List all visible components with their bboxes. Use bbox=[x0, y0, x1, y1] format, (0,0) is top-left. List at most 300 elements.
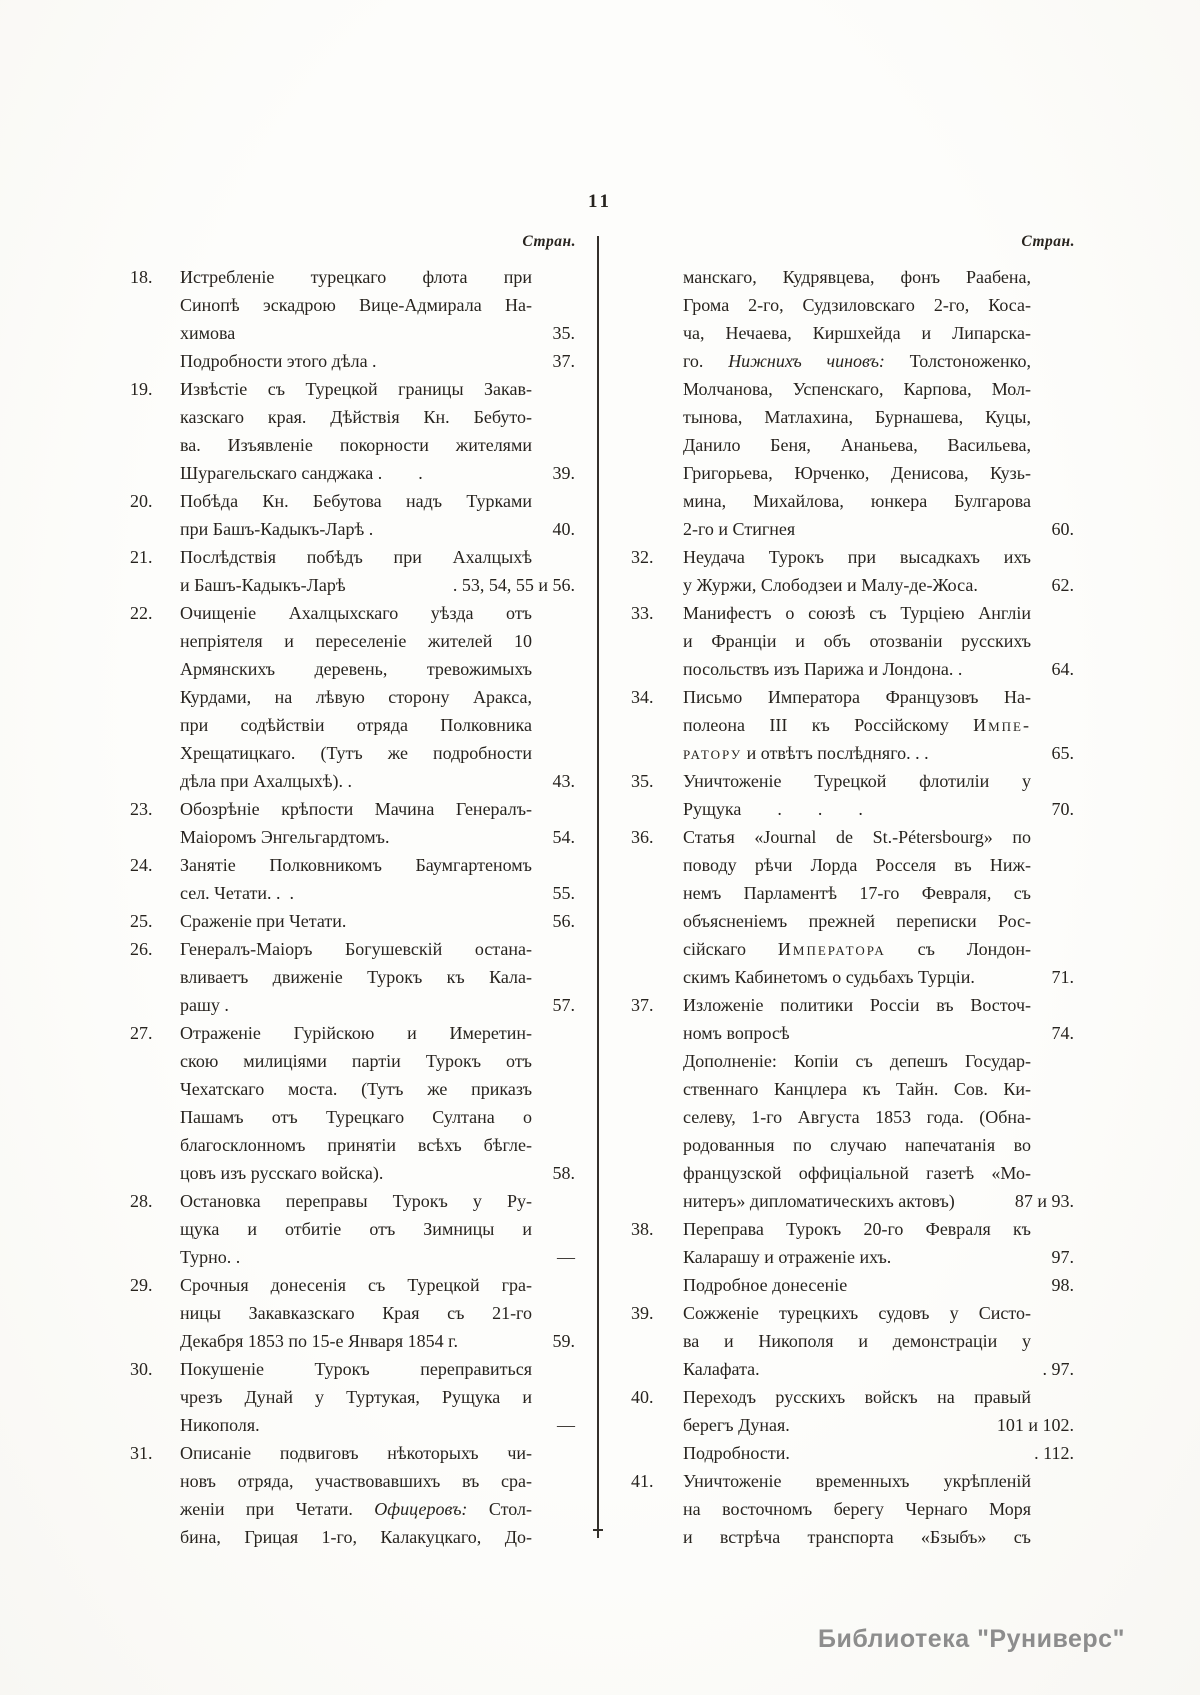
toc-line bbox=[631, 1047, 1075, 1075]
entry-text: и встрѣча транспорта «Бзыбъ» съ bbox=[683, 1527, 1031, 1547]
entry-page: 43. bbox=[552, 771, 575, 791]
entry-page bbox=[532, 683, 576, 711]
entry-number bbox=[130, 991, 180, 1019]
toc-line bbox=[130, 1383, 576, 1411]
entry-text: номъ вопросѣ bbox=[683, 1023, 790, 1043]
toc-line bbox=[631, 935, 1075, 963]
entry-number bbox=[130, 1299, 180, 1327]
toc-line bbox=[130, 347, 576, 375]
toc-line bbox=[631, 1355, 1075, 1383]
toc-line bbox=[631, 291, 1075, 319]
entry-text: Турно. . bbox=[180, 1247, 241, 1267]
toc-line bbox=[130, 851, 576, 879]
toc-line bbox=[130, 319, 576, 347]
toc-line bbox=[631, 879, 1075, 907]
entry-text: Каларашу и отраженіе ихъ. bbox=[683, 1247, 892, 1267]
entry-number bbox=[631, 487, 683, 515]
library-watermark: Библиотека "Руниверс" bbox=[818, 1625, 1125, 1653]
entry-text: мина, Михайлова, юнкера Булгарова bbox=[683, 491, 1031, 511]
entry-number: 37. bbox=[631, 995, 654, 1015]
entry-number bbox=[130, 655, 180, 683]
entry-number bbox=[631, 1047, 683, 1075]
entry-text: Занятіе Полковникомъ Баумгартеномъ bbox=[180, 855, 532, 875]
entry-text: при содѣйствіи отряда Полковника bbox=[180, 715, 532, 735]
entry-number bbox=[130, 291, 180, 319]
toc-line bbox=[130, 1047, 576, 1075]
entry-text: вливаетъ движеніе Турокъ къ Кала- bbox=[180, 967, 532, 987]
entry-number bbox=[130, 571, 180, 599]
entry-text: Истребленіе турецкаго флота при bbox=[180, 267, 532, 287]
toc-line bbox=[631, 459, 1075, 487]
toc-line bbox=[631, 1327, 1075, 1355]
entry-number: 35. bbox=[631, 771, 654, 791]
entry-text: Хрещатицкаго. (Тутъ же подробности bbox=[180, 743, 532, 763]
entry-number bbox=[631, 851, 683, 879]
toc-line bbox=[631, 1467, 1075, 1495]
entry-number: 30. bbox=[130, 1359, 153, 1379]
entry-text: Покушеніе Турокъ переправиться bbox=[180, 1359, 532, 1379]
entry-text: Григорьева, Юрченко, Денисова, Кузь- bbox=[683, 463, 1031, 483]
entry-page bbox=[1031, 1467, 1075, 1495]
toc-line bbox=[130, 571, 576, 599]
entry-text-segment: сійскаго bbox=[683, 939, 778, 959]
entry-number bbox=[130, 1243, 180, 1271]
entry-text: Побѣда Кн. Бебутова надъ Турками bbox=[180, 491, 532, 511]
entry-page bbox=[1031, 907, 1075, 935]
entry-page: 65. bbox=[1051, 743, 1074, 763]
entry-text: Подробности этого дѣла . bbox=[180, 351, 377, 371]
entry-number bbox=[631, 347, 683, 375]
entry-text: скою милиціями партіи Турокъ отъ bbox=[180, 1051, 532, 1071]
entry-text: ственнаго Канцлера къ Тайн. Сов. Ки- bbox=[683, 1079, 1031, 1099]
entry-page bbox=[532, 1019, 576, 1047]
entry-number: 31. bbox=[130, 1443, 153, 1463]
entry-text: Отраженіе Гурійскою и Имеретин- bbox=[180, 1023, 532, 1043]
toc-line bbox=[631, 571, 1075, 599]
entry-page bbox=[1031, 1327, 1075, 1355]
entry-text: Сраженіе при Четати. bbox=[180, 911, 347, 931]
entry-page bbox=[532, 1523, 576, 1551]
entry-number bbox=[631, 1495, 683, 1523]
toc-line bbox=[631, 739, 1075, 767]
entry-page: 35. bbox=[552, 323, 575, 343]
entry-text: ва. Изъявленіе покорности жителями bbox=[180, 435, 532, 455]
entry-text: Очищеніе Ахалцыхскаго уѣзда отъ bbox=[180, 603, 532, 623]
entry-text: Переходъ русскихъ войскъ на правый bbox=[683, 1387, 1031, 1407]
entry-number: 18. bbox=[130, 267, 153, 287]
entry-page bbox=[532, 487, 576, 515]
toc-line bbox=[631, 711, 1075, 739]
entry-number bbox=[631, 1075, 683, 1103]
entry-page bbox=[532, 1131, 576, 1159]
entry-page bbox=[1031, 1495, 1075, 1523]
toc-entries-left bbox=[130, 263, 576, 1551]
entry-text: Маіоромъ Энгельгардтомъ. bbox=[180, 827, 390, 847]
toc-line bbox=[130, 1075, 576, 1103]
entry-page bbox=[532, 1355, 576, 1383]
entry-number bbox=[631, 1187, 683, 1215]
toc-line bbox=[130, 683, 576, 711]
toc-line bbox=[631, 1131, 1075, 1159]
entry-text: и Франціи и объ отозваніи русскихъ bbox=[683, 631, 1031, 651]
entry-page bbox=[532, 1215, 576, 1243]
entry-text bbox=[683, 347, 1031, 375]
toc-line bbox=[130, 403, 576, 431]
entry-page bbox=[1031, 543, 1075, 571]
entry-text: Дополненіе: Копіи съ депешъ Государ- bbox=[683, 1051, 1031, 1071]
entry-number bbox=[130, 1215, 180, 1243]
entry-page bbox=[1031, 1215, 1075, 1243]
entry-text: Синопѣ эскадрою Вице-Адмирала На- bbox=[180, 295, 532, 315]
entry-page bbox=[1031, 1159, 1075, 1187]
toc-line bbox=[631, 795, 1075, 823]
toc-line bbox=[130, 1467, 576, 1495]
entry-number: 40. bbox=[631, 1387, 654, 1407]
entry-page bbox=[1031, 1047, 1075, 1075]
entry-page bbox=[532, 1467, 576, 1495]
entry-text: чрезъ Дунай у Туртукая, Рущука и bbox=[180, 1387, 532, 1407]
entry-text: Послѣдствія побѣдъ при Ахалцыхѣ bbox=[180, 547, 532, 567]
entry-number bbox=[130, 767, 180, 795]
entry-page bbox=[532, 795, 576, 823]
entry-page: 101 и 102. bbox=[996, 1415, 1074, 1435]
entry-page: 87 и 93. bbox=[1014, 1191, 1074, 1211]
entry-text: Статья «Journal de St.-Pétersbourg» по bbox=[683, 827, 1031, 847]
toc-line bbox=[130, 431, 576, 459]
entry-text: благосклонномъ принятіи всѣхъ бѣгле- bbox=[180, 1135, 532, 1155]
entry-number bbox=[631, 515, 683, 543]
toc-line bbox=[130, 1495, 576, 1523]
entry-page: — bbox=[557, 1247, 575, 1267]
entry-text: селеву, 1-го Августа 1853 года. (Обна- bbox=[683, 1107, 1031, 1127]
entry-page: 57. bbox=[552, 995, 575, 1015]
toc-line bbox=[130, 935, 576, 963]
entry-text-smallcaps: Императора bbox=[777, 939, 886, 959]
entry-number bbox=[631, 1411, 683, 1439]
entry-page bbox=[532, 739, 576, 767]
entry-text: Сожженіе турецкихъ судовъ у Систо- bbox=[683, 1303, 1031, 1323]
entry-page: 64. bbox=[1051, 659, 1074, 679]
entry-text: дѣла при Ахалцыхѣ). . bbox=[180, 771, 353, 791]
entry-text: бина, Грицая 1-го, Калакуцкаго, До- bbox=[180, 1527, 532, 1547]
toc-line bbox=[130, 795, 576, 823]
entry-page: 58. bbox=[552, 1163, 575, 1183]
toc-line bbox=[130, 963, 576, 991]
entry-page bbox=[1031, 823, 1075, 851]
entry-text: Декабря 1853 по 15-е Января 1854 г. bbox=[180, 1331, 459, 1351]
toc-line bbox=[631, 347, 1075, 375]
entry-text: Никополя. bbox=[180, 1415, 260, 1435]
entry-number bbox=[631, 739, 683, 767]
entry-number: 34. bbox=[631, 687, 654, 707]
entry-text-smallcaps: Импе- bbox=[973, 715, 1031, 735]
entry-page bbox=[1031, 291, 1075, 319]
entry-number bbox=[130, 963, 180, 991]
page-number: 11 bbox=[588, 191, 612, 212]
entry-text: Срочныя донесенія съ Турецкой гра- bbox=[180, 1275, 532, 1295]
toc-right-column bbox=[631, 229, 1075, 1551]
entry-page bbox=[532, 1047, 576, 1075]
entry-page bbox=[1031, 767, 1075, 795]
toc-line bbox=[130, 1523, 576, 1551]
entry-text: немъ Парламентѣ 17-го Февраля, съ bbox=[683, 883, 1031, 903]
entry-text: объясненіемъ прежней переписки Рос- bbox=[683, 911, 1031, 931]
entry-number bbox=[130, 1523, 180, 1551]
entry-page: 54. bbox=[552, 827, 575, 847]
entry-number bbox=[631, 711, 683, 739]
toc-line bbox=[631, 515, 1075, 543]
entry-number bbox=[130, 319, 180, 347]
entry-text-segment: полеона III къ Россійскому bbox=[683, 715, 974, 735]
entry-number bbox=[631, 1019, 683, 1047]
toc-line bbox=[130, 991, 576, 1019]
entry-number bbox=[631, 655, 683, 683]
toc-line bbox=[631, 1215, 1075, 1243]
entry-text bbox=[683, 739, 1031, 767]
entry-number bbox=[631, 1103, 683, 1131]
toc-line bbox=[130, 1271, 576, 1299]
entry-number bbox=[130, 459, 180, 487]
entry-page bbox=[532, 1103, 576, 1131]
toc-left-column bbox=[130, 229, 576, 1551]
entry-page bbox=[1031, 375, 1075, 403]
toc-line bbox=[631, 1019, 1075, 1047]
toc-line bbox=[631, 1523, 1075, 1551]
entry-page bbox=[532, 403, 576, 431]
entry-page bbox=[1031, 1383, 1075, 1411]
entry-number: 41. bbox=[631, 1471, 654, 1491]
toc-line bbox=[631, 767, 1075, 795]
entry-page bbox=[1031, 1075, 1075, 1103]
toc-line bbox=[631, 431, 1075, 459]
toc-line bbox=[631, 991, 1075, 1019]
toc-line bbox=[130, 1187, 576, 1215]
entry-text: посольствъ изъ Парижа и Лондона. . bbox=[683, 659, 963, 679]
entry-number: 38. bbox=[631, 1219, 654, 1239]
entry-page bbox=[532, 375, 576, 403]
toc-line bbox=[130, 1103, 576, 1131]
entry-number bbox=[130, 1383, 180, 1411]
entry-number bbox=[631, 459, 683, 487]
toc-line bbox=[130, 823, 576, 851]
toc-line bbox=[631, 627, 1075, 655]
entry-number: 32. bbox=[631, 547, 654, 567]
entry-page bbox=[532, 627, 576, 655]
entry-page bbox=[1031, 683, 1075, 711]
entry-text: французской оффиціальной газетѣ «Мо- bbox=[683, 1163, 1031, 1183]
entry-number bbox=[130, 1131, 180, 1159]
entry-page: . 53, 54, 55 и 56. bbox=[452, 575, 575, 595]
entry-page bbox=[532, 935, 576, 963]
entry-page: 39. bbox=[552, 463, 575, 483]
entry-text bbox=[180, 1495, 532, 1523]
entry-text: цовъ изъ русскаго войска). bbox=[180, 1163, 384, 1183]
toc-line bbox=[130, 599, 576, 627]
entry-number: 25. bbox=[130, 911, 153, 931]
toc-line bbox=[130, 1019, 576, 1047]
entry-text: новъ отряда, участвовавшихъ въ сра- bbox=[180, 1471, 532, 1491]
entry-number bbox=[631, 1271, 683, 1299]
entry-number bbox=[631, 795, 683, 823]
toc-line bbox=[130, 655, 576, 683]
entry-text-segment: съ Лондон- bbox=[885, 939, 1031, 959]
toc-line bbox=[130, 1159, 576, 1187]
entry-page bbox=[1031, 991, 1075, 1019]
entry-number: 24. bbox=[130, 855, 153, 875]
toc-line bbox=[130, 1215, 576, 1243]
toc-line bbox=[631, 1271, 1075, 1299]
toc-line bbox=[631, 1495, 1075, 1523]
toc-line bbox=[130, 515, 576, 543]
entry-page: . 97. bbox=[1042, 1359, 1074, 1379]
entry-page bbox=[1031, 711, 1075, 739]
entry-number bbox=[631, 935, 683, 963]
entry-number bbox=[130, 879, 180, 907]
entry-number: 36. bbox=[631, 827, 654, 847]
toc-line bbox=[130, 1355, 576, 1383]
entry-text-segment: Стол- bbox=[467, 1499, 532, 1519]
entry-number: 21. bbox=[130, 547, 153, 567]
entry-text: Грома 2-го, Судзиловскаго 2-го, Коса- bbox=[683, 295, 1031, 315]
entry-text: сел. Четати. . . bbox=[180, 883, 294, 903]
entry-text: Молчанова, Успенскаго, Карпова, Мол- bbox=[683, 379, 1031, 399]
toc-line bbox=[130, 767, 576, 795]
toc-line bbox=[631, 1075, 1075, 1103]
entry-number bbox=[631, 319, 683, 347]
toc-line bbox=[130, 291, 576, 319]
entry-page: 59. bbox=[552, 1331, 575, 1351]
entry-number bbox=[130, 823, 180, 851]
entry-number bbox=[631, 403, 683, 431]
entry-number bbox=[130, 431, 180, 459]
entry-number: 28. bbox=[130, 1191, 153, 1211]
entry-page bbox=[532, 543, 576, 571]
entry-number: 27. bbox=[130, 1023, 153, 1043]
entry-page: 60. bbox=[1051, 519, 1074, 539]
entry-page bbox=[532, 1383, 576, 1411]
toc-line bbox=[631, 319, 1075, 347]
toc-line bbox=[130, 1299, 576, 1327]
entry-number bbox=[631, 627, 683, 655]
entry-number bbox=[130, 1411, 180, 1439]
entry-number: 39. bbox=[631, 1303, 654, 1323]
entry-number bbox=[631, 291, 683, 319]
toc-line bbox=[631, 851, 1075, 879]
entry-text: казскаго края. Дѣйствія Кн. Бебуто- bbox=[180, 407, 532, 427]
entry-page bbox=[532, 1271, 576, 1299]
entry-page bbox=[1031, 403, 1075, 431]
entry-number bbox=[631, 1131, 683, 1159]
entry-text: ча, Нечаева, Киршхейда и Липарска- bbox=[683, 323, 1031, 343]
entry-text-segment: женіи при Четати. bbox=[180, 1499, 375, 1519]
toc-entries-right bbox=[631, 263, 1075, 1551]
entry-text: Неудача Турокъ при высадкахъ ихъ bbox=[683, 547, 1031, 567]
entry-text: Подробности. bbox=[683, 1443, 790, 1463]
entry-text: Уничтоженіе временныхъ укрѣпленій bbox=[683, 1471, 1031, 1491]
toc-line bbox=[631, 963, 1075, 991]
entry-text: у Журжи, Слободзеи и Малу-де-Жоса. bbox=[683, 575, 978, 595]
entry-text: ницы Закавказскаго Края съ 21-го bbox=[180, 1303, 532, 1323]
entry-page bbox=[1031, 1299, 1075, 1327]
entry-text: Генералъ-Маіоръ Богушевскій остана- bbox=[180, 939, 532, 959]
entry-number bbox=[631, 375, 683, 403]
entry-text: Курдами, на лѣвую сторону Аракса, bbox=[180, 687, 532, 707]
entry-text: непріятеля и переселеніе жителей 10 bbox=[180, 631, 532, 651]
entry-page bbox=[532, 291, 576, 319]
toc-line bbox=[130, 1411, 576, 1439]
entry-text-italic: Нижнихъ чиновъ: bbox=[728, 351, 885, 371]
entry-page bbox=[532, 263, 576, 291]
entry-number bbox=[631, 1327, 683, 1355]
toc-line bbox=[631, 375, 1075, 403]
entry-page bbox=[532, 431, 576, 459]
column-header-left: Стран. bbox=[522, 233, 576, 250]
entry-text bbox=[683, 935, 1031, 963]
entry-page bbox=[1031, 263, 1075, 291]
entry-page bbox=[1031, 935, 1075, 963]
entry-page bbox=[1031, 627, 1075, 655]
toc-line bbox=[631, 1159, 1075, 1187]
entry-text: при Башъ-Кадыкъ-Ларѣ . bbox=[180, 519, 374, 539]
entry-page bbox=[1031, 599, 1075, 627]
entry-text: Уничтоженіе Турецкой флотиліи у bbox=[683, 771, 1031, 791]
entry-text: Обозрѣніе крѣпости Мачина Генералъ- bbox=[180, 799, 532, 819]
entry-text bbox=[683, 711, 1031, 739]
entry-page bbox=[1031, 487, 1075, 515]
entry-text: Пашамъ отъ Турецкаго Султана о bbox=[180, 1107, 532, 1127]
entry-number: 20. bbox=[130, 491, 153, 511]
entry-text: скимъ Кабинетомъ о судьбахъ Турціи. bbox=[683, 967, 975, 987]
entry-page: 97. bbox=[1051, 1247, 1074, 1267]
entry-number bbox=[130, 1047, 180, 1075]
entry-text: Письмо Императора Французовъ На- bbox=[683, 687, 1031, 707]
entry-text: и Башъ-Кадыкъ-Ларѣ bbox=[180, 575, 346, 595]
entry-text: Калафата. bbox=[683, 1359, 760, 1379]
entry-number bbox=[631, 1439, 683, 1467]
entry-page bbox=[1031, 879, 1075, 907]
column-header-right: Стран. bbox=[1021, 233, 1075, 250]
toc-line bbox=[130, 907, 576, 935]
toc-line bbox=[631, 1103, 1075, 1131]
toc-line bbox=[631, 1383, 1075, 1411]
column-divider bbox=[597, 236, 599, 1538]
toc-line bbox=[631, 1187, 1075, 1215]
entry-text: берегъ Дуная. bbox=[683, 1415, 790, 1435]
entry-text: 2-го и Стигнея bbox=[683, 519, 796, 539]
toc-line bbox=[130, 1131, 576, 1159]
entry-page bbox=[1031, 1523, 1075, 1551]
entry-page bbox=[532, 1075, 576, 1103]
toc-line bbox=[631, 1439, 1075, 1467]
toc-line bbox=[631, 907, 1075, 935]
entry-text: родованныя по случаю напечатанія во bbox=[683, 1135, 1031, 1155]
entry-text-smallcaps: ратору bbox=[683, 743, 743, 763]
entry-page: 71. bbox=[1051, 967, 1074, 987]
toc-line bbox=[631, 823, 1075, 851]
entry-text: Изложеніе политики Россіи въ Восточ- bbox=[683, 995, 1031, 1015]
entry-page: 55. bbox=[552, 883, 575, 903]
entry-number bbox=[130, 1075, 180, 1103]
entry-number: 26. bbox=[130, 939, 153, 959]
entry-text-segment: и отвѣтъ послѣдняго. . . bbox=[742, 743, 929, 763]
entry-page: — bbox=[557, 1415, 575, 1435]
toc-line bbox=[631, 543, 1075, 571]
entry-text: нитеръ» дипломатическихъ актовъ) bbox=[683, 1191, 955, 1211]
entry-page bbox=[532, 963, 576, 991]
entry-text: Манифестъ о союзѣ съ Турціею Англіи bbox=[683, 603, 1031, 623]
entry-page: 74. bbox=[1051, 1023, 1074, 1043]
entry-text: манскаго, Кудрявцева, фонъ Раабена, bbox=[683, 267, 1031, 287]
